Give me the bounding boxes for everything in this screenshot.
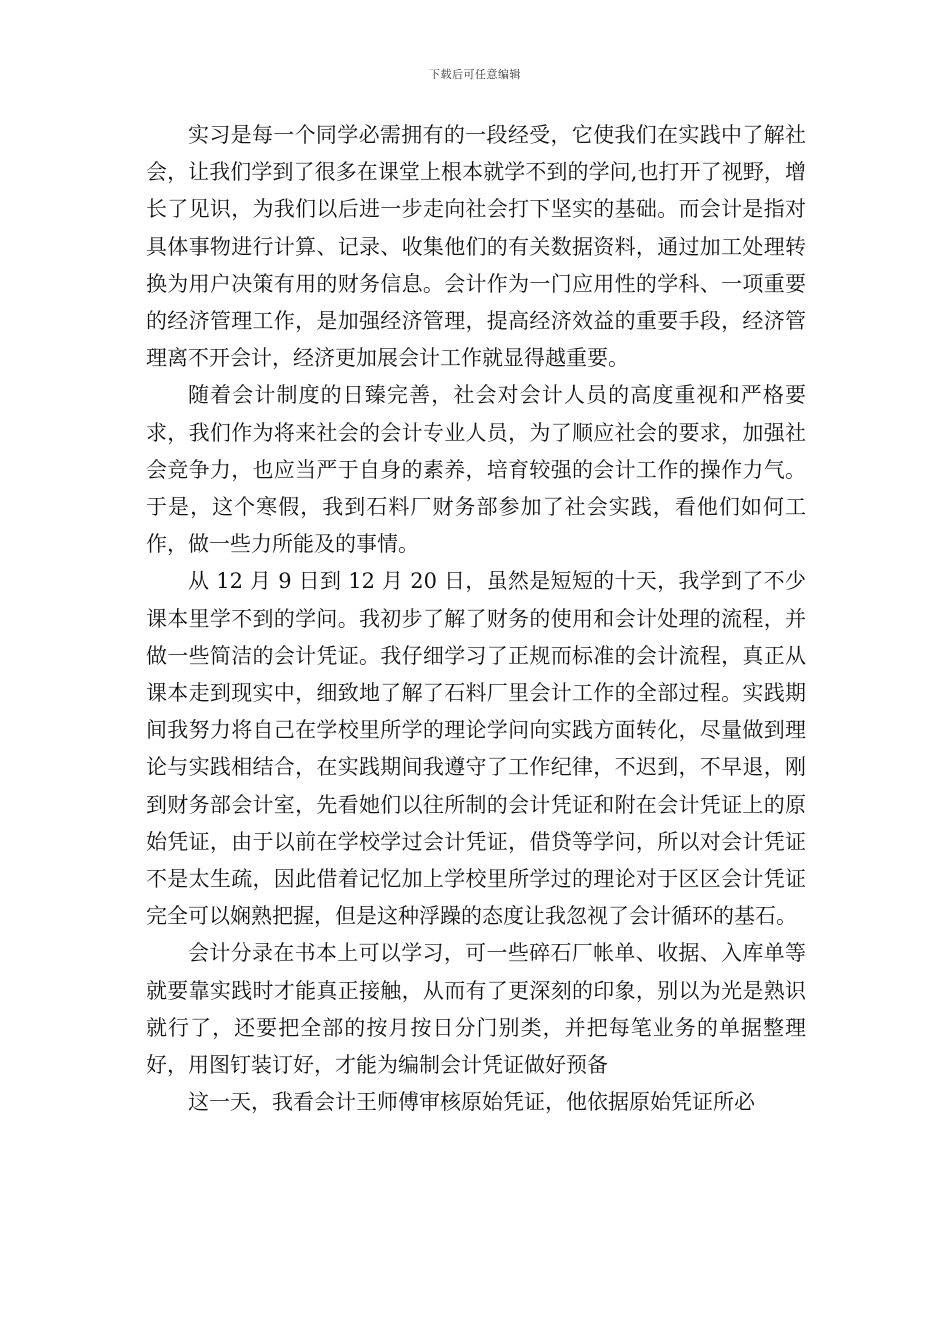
paragraph-2: 随着会计制度的日臻完善，社会对会计人员的高度重视和严格要求，我们作为将来社会的会计专业人员，为了顺应社会的要求，加强社会竞争力，也应当严于自身的素养，培育较强的会计工作的操作力气。于是，这个寒假，我到石料厂财务部参加了社会实践，看他们如何工作，做一些力所能及的事情。	[146, 383, 806, 557]
paragraph-4: 会计分录在书本上可以学习，可一些碎石厂帐单、收据、入库单等就要靠实践时才能真正接触，从而有了更深刻的印象，别以为光是熟识就行了，还要把全部的按月按日分门别类，并把每笔业务的单据整理好，用图钉装订好，才能为编制会计凭证做好预备	[146, 941, 806, 1078]
header-note: 下载后可任意编辑	[429, 68, 521, 81]
paragraph-5: 这一天，我看会计王师傅审核原始凭证，他依据原始凭证所必	[188, 1090, 755, 1115]
paragraph-1: 实习是每一个同学必需拥有的一段经受，它使我们在实践中了解社会，让我们学到了很多在课堂上根本就学不到的学问,也打开了视野，增长了见识，为我们以后进一步走向社会打下坚实的基础。而会计是指对具体事物进行计算、记录、收集他们的有关数据资料，通过加工处理转换为用户决策有用的财务信息。会计作为一门应用性的学科、一项重要的经济管理工作，是加强经济管理，提高经济效益的重要手段，经济管理离不开会计，经济更加展会计工作就显得越重要。	[146, 123, 806, 371]
document-body	[146, 117, 806, 1121]
paragraph-3: 从 12 月 9 日到 12 月 20 日，虽然是短短的十天，我学到了不少课本里学不到的学问。我初步了解了财务的使用和会计处理的流程，并做一些简洁的会计凭证。我仔细学习了正规而标准的会计流程，真正从课本走到现实中，细致地了解了石料厂里会计工作的全部过程。实践期间我努力将自己在学校里所学的理论学问向实践方面转化，尽量做到理论与实践相结合，在实践期间我遵守了工作纪律，不迟到，不早退，刚到财务部会计室，先看她们以往所制的会计凭证和附在会计凭证上的原始凭证，由于以前在学校学过会计凭证，借贷等学问，所以对会计凭证不是太生疏，因此借着记忆加上学校里所学过的理论对于区区会计凭证完全可以娴熟把握，但是这种浮躁的态度让我忽视了会计循环的基石。	[146, 569, 806, 929]
